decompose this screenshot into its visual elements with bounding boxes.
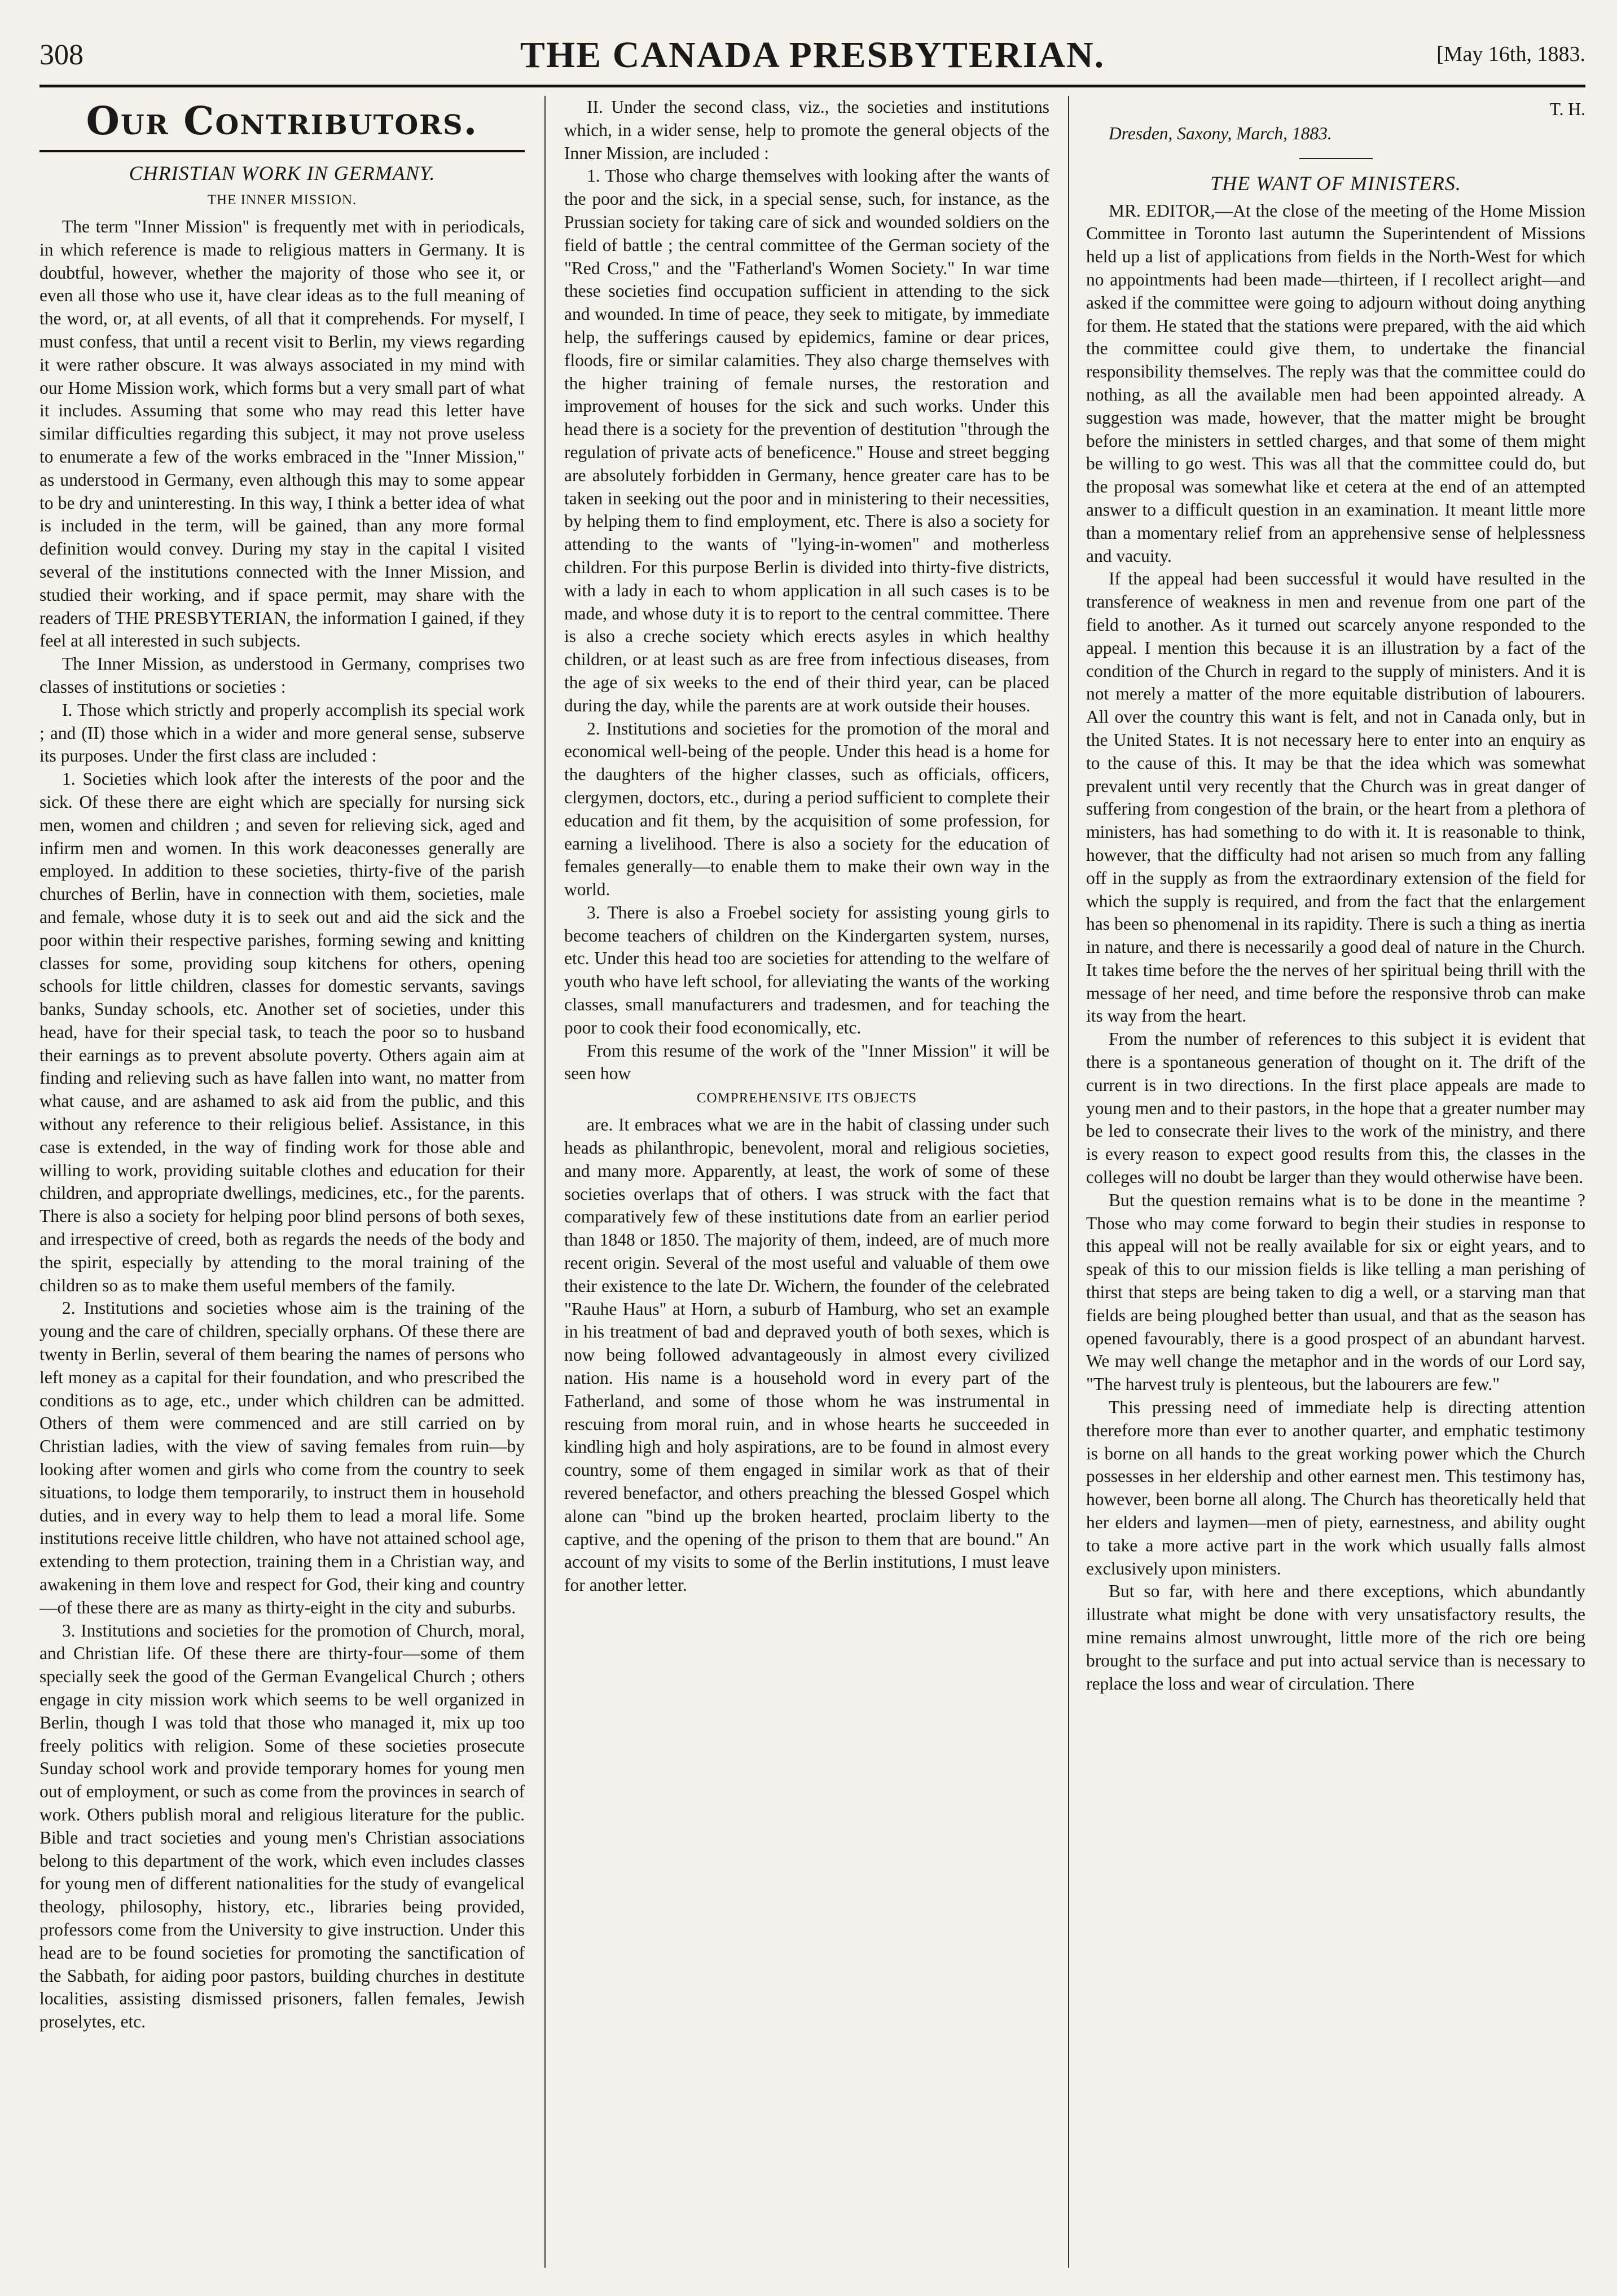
paragraph: I. Those which strictly and properly accomplish its special work ; and (II) those which in a wider and more general sense, subserve its purposes. Under the first class are included : [39, 700, 525, 766]
paragraph: MR. EDITOR,—At the close of the meeting of the Home Mission Committee in Toronto last autumn the Superintendent of Missions held up a list of applications from fields in the North-West for which no appointments had been made—thirteen, if I recollect aright—and asked if the committee were going to adjourn without doing anything for them. He stated that the stations were prepared, with the aid which the committee could give them, to undertake the financial responsibility themselves. The reply was that the committee could do nothing, as all the available men had been appointed already. A suggestion was made, however, that the matter might be brought before the ministers in settled charges, and that some of them might be willing to go west. This was all that the committee could do, but the proposal was somewhat like et cetera at the end of an attempted answer to a difficult question in an examination. It meant little more than a momentary relief from an apprehensive sense of helplessness and vacuity. [1086, 200, 1585, 566]
article-divider [1299, 158, 1373, 159]
masthead [39, 34, 1585, 85]
article-title: CHRISTIAN WORK IN GERMANY. [129, 162, 436, 184]
paragraph: are. It embraces what we are in the habit of classing under such heads as philanthropic, benevolent, moral and religious societies, and many more. Apparently, at least, the work of some of these societies overlaps that of others. I was struck with the fact that comparatively few of these institutions date from an earlier period than 1848 or 1850. The majority of them, indeed, are of much more recent origin. Several of the most useful and valuable of them owe their existence to the late Dr. Wichern, the founder of the celebrated "Rauhe Haus" at Horn, a suburb of Hamburg, who set an example in his treatment of bad and depraved youth of both sexes, which is now being followed advantageously in almost every civilized nation. His name is a household word in every part of the Fatherland, and some of those whom he was instrumental in rescuing from moral ruin, and in whose hearts he succeeded in kindling high and holy aspirations, are to be found in almost every country, some of them engaged in similar work as that of their revered benefactor, and others preaching the blessed Gospel which alone can "bind up the broken hearted, proclaim liberty to the captive, and the opening of the prison to them that are bound." An account of my visits to some of the Berlin institutions, I must leave for another letter. [564, 1115, 1049, 1595]
masthead-rule [39, 85, 1585, 87]
column-divider [1068, 96, 1069, 2268]
paragraph: 2. Institutions and societies whose aim is the training of the young and the care of children, specially orphans. Of these there are twenty in Berlin, several of them bearing the names of persons who left money as a capital for their foundation, and who prescribed the conditions as to age, etc., under which children can be admitted. Others of them were commenced and are still carried on by Christian ladies, with the view of saving females from ruin—by looking after women and girls who come from the country to seek situations, to lodge them temporarily, to instruct them in household duties, and in every way to help them to lead a moral life. Some institutions receive little children, who have not attained school age, extending to them protection, training them in a Christian way, and awakening in them love and respect for God, their king and country—of these there are as many as thirty-eight in the city and suburbs. [39, 1298, 525, 1617]
paragraph: The Inner Mission, as understood in Germany, comprises two classes of institutions or societies : [39, 654, 525, 697]
signature: T. H. [1549, 99, 1585, 119]
paragraph: From this resume of the work of the "Inner Mission" it will be seen how [564, 1040, 1049, 1084]
paragraph: From the number of references to this subject it is evident that there is a spontaneous generation of thought on it. The drift of the current is in two directions. In the first place appeals are made to young men and to their pastors, in the hope that a greater number may be led to consecrate their lives to the work of the ministry, and there is every reason to expect good results from this, the classes in the colleges will no doubt be larger than they would otherwise have been. [1086, 1029, 1585, 1187]
dateline: Dresden, Saxony, March, 1883. [1109, 123, 1332, 143]
paragraph: 1. Those who charge themselves with looking after the wants of the poor and the sick, in a special sense, such, for instance, as the Prussian society for taking care of sick and wounded soldiers on the field of battle ; the central committee of the German society of the "Red Cross," and the "Fatherland's Women Society." In war time these societies find occupation sufficient in attending to the sick and wounded. In time of peace, they seek to mitigate, by immediate help, the sufferings caused by epidemics, famine or dear prices, floods, fire or similar calamities. They also charge themselves with the higher training of female nurses, the restoration and improvement of houses for the sick and such works. Under this head there is a society for the prevention of destitution "through the regulation of private acts of beneficence." House and street begging are absolutely forbidden in Germany, hence greater care has to be taken in seeking out the poor and in ministering to their necessities, by helping them to find employment, etc. There is also a society for attending to the wants of "lying-in-women" and motherless children. For this purpose Berlin is divided into thirty-five districts, with a lady in each to whom application in all such cases is to be made, and whose duty it is to report to the central committee. There is also a creche society which erects asyles in which healthy children, or at least such as are free from infectious diseases, from the age of six weeks to the end of their third year, can be placed during the day, while the parents are at work outside their houses. [564, 166, 1049, 715]
paragraph: But so far, with here and there exceptions, which abundantly illustrate what might be done with very unsatisfactory results, the mine remains almost unwrought, little more of the rich ore being brought to the surface and put into actual service than is necessary to replace the loss and wear of circulation. There [1086, 1581, 1585, 1694]
paragraph: If the appeal had been successful it would have resulted in the transference of weakness in men and revenue from one part of the field to another. As it turned out scarcely anyone responded to the appeal. I mention this because it is an illustration by a fact of the condition of the Church in regard to the supply of ministers. And it is not merely a matter of the more equitable distribution of labourers. All over the country this want is felt, and not in Canada only, but in the United States. It is not necessary here to enter into an enquiry as to the cause of this. It may be that the idea which was somewhat prevalent until very recently that the Church was in great danger of suffering from congestion of the brain, or the heart from a plethora of ministers, has had something to do with it. It is reasonable to think, however, that the difficulty had not arisen so much from any falling off in the supply as from the extraordinary extension of the field for which the supply is required, and from the fact that the enlargement has been so phenomenal in its rapidity. There is such a thing as inertia in nature, and there is necessarily a good deal of nature in the Church. It takes time before the the nerves of her spiritual being thrill with the message of her need, and time before the responsive throb can make its way from the heart. [1086, 569, 1585, 1026]
paragraph: 2. Institutions and societies for the promotion of the moral and economical well-being of the people. Under this head is a home for the daughters of the higher classes, such as officials, officers, clergymen, doctors, etc., during a period sufficient to complete their education and fit them, by the acquisition of some profession, for earning a livelihood. There is also a society for the education of females generally—to enable them to make their own way in the world. [564, 718, 1049, 900]
paragraph: The term "Inner Mission" is frequently met with in periodicals, in which reference is made to religious matters in Germany. It is doubtful, however, whether the majority of those who see it, or even all those who use it, have clear ideas as to the full meaning of the word, or, at all events, of all that it comprehends. For myself, I must confess, that until a recent visit to Berlin, my views regarding it were rather obscure. It was always associated in my mind with our Home Mission work, which forms but a very small part of what it includes. Assuming that some who may read this letter have similar difficulties regarding this subject, it may not prove useless to enumerate a few of the works embraced in the "Inner Mission," as understood in Germany, even although this may to some appear to be dry and uninteresting. In this way, I think a better idea of what is included in the term, will be gained, than any more formal definition would convey. During my stay in the capital I visited several of the institutions connected with the Inner Mission, and studied their working, and if space permit, may share with the readers of THE PRESBYTERIAN, the information I gained, if they feel at all interested in such subjects. [39, 217, 525, 651]
paragraph: But the question remains what is to be done in the meantime ? Those who may come forward to begin their studies in response to this appeal will not be really available for six or eight years, and to speak of this to our mission fields is like telling a man perishing of thirst that steps are being taken to dig a well, or a starving man that fields are being ploughed better than usual, and that as the season has opened favourably, there is a good prospect of an abundant harvest. We may well change the metaphor and in the words of our Lord say, "The harvest truly is plenteous, but the labourers are few." [1086, 1190, 1585, 1395]
article-subhead: THE INNER MISSION. [207, 192, 357, 208]
section-heading: Our Contributors. [86, 99, 478, 144]
paragraph: II. Under the second class, viz., the societies and institutions which, in a wider sense, help to promote the general objects of the Inner Mission, are included : [564, 97, 1049, 163]
article-title: THE WANT OF MINISTERS. [1210, 171, 1461, 195]
newspaper-title: THE CANADA PRESBYTERIAN. [520, 34, 1105, 76]
paragraph: 1. Societies which look after the interests of the poor and the sick. Of these there are eight which are specially for nursing sick men, women and children ; and seven for relieving sick, aged and infirm men and women. In this work deaconesses generally are employed. In addition to these societies, thirty-five of the parish churches of Berlin, have in connection with them, societies, male and female, whose duty it is to seek out and aid the sick and the poor within their respective parishes, forming sewing and knitting classes for some, providing soup kitchens for others, opening schools for little children, classes for domestic servants, savings banks, Sunday schools, etc. Another set of societies, under this head, have for their special task, to teach the poor so to husband their earnings as to prevent absolute poverty. Others again aim at finding and relieving such as have fallen into want, no matter from what cause, and are ashamed to ask aid from the public, and this without any reference to their religious belief. Assistance, in this case is extended, in the way of finding work for those able and willing to work, providing suitable clothes and education for their children, and appropriate dwellings, medicines, etc., for the parents. There is also a society for helping poor blind persons of both sexes, and irrespective of creed, both as regards the needs of the body and the spirit, especially by attending to the moral training of the children so as to make them useful members of the family. [39, 769, 525, 1295]
issue-date: [May 16th, 1883. [1436, 42, 1585, 66]
signature-row [1086, 98, 1585, 121]
page-number: 308 [39, 39, 84, 71]
article-subhead: COMPREHENSIVE ITS OBJECTS [696, 1090, 917, 1106]
column-2 [564, 96, 1049, 2273]
paragraph: 3. There is also a Froebel society for assisting young girls to become teachers of children on the Kindergarten system, nurses, etc. Under this head too are societies for attending to the welfare of youth who have left school, for alleviating the wants of the working classes, small manufacturers and tradesmen, and for teaching the poor to cook their food economically, etc. [564, 902, 1049, 1037]
column-3 [1086, 96, 1585, 2273]
section-rule [39, 150, 525, 152]
paragraph: 3. Institutions and societies for the promotion of Church, moral, and Christian life. Of these there are thirty-four—some of them specially seek the good of the German Evangelical Church ; others engage in city mission work which seems to be well organized in Berlin, though I was told that those who managed it, mix up too freely politics with religion. Some of these societies prosecute Sunday school work and provide temporary homes for young men out of employment, or such as come from the provinces in search of work. Others publish moral and religious literature for the public. Bible and tract societies and young men's Christian associations belong to this department of the work, which even includes classes for young men of different nationalities for the study of evangelical theology, philosophy, history, etc., libraries being provided, professors come from the University to give instruction. Under this head are to be found societies for promoting the sanctification of the Sabbath, for aiding poor pastors, building churches in destitute localities, assisting dismissed prisoners, fallen females, Jewish proselytes, etc. [39, 1620, 525, 2032]
paragraph: This pressing need of immediate help is directing attention therefore more than ever to another quarter, and emphatic testimony is borne on all hands to the great working power which the Church possesses in her eldership and other earnest men. This testimony has, however, been borne all along. The Church has theoretically held that her elders and laymen—men of piety, earnestness, and ability ought to take a more active part in the work which usually falls almost exclusively upon ministers. [1086, 1397, 1585, 1578]
column-divider [544, 96, 546, 2268]
column-1 [39, 96, 525, 2273]
